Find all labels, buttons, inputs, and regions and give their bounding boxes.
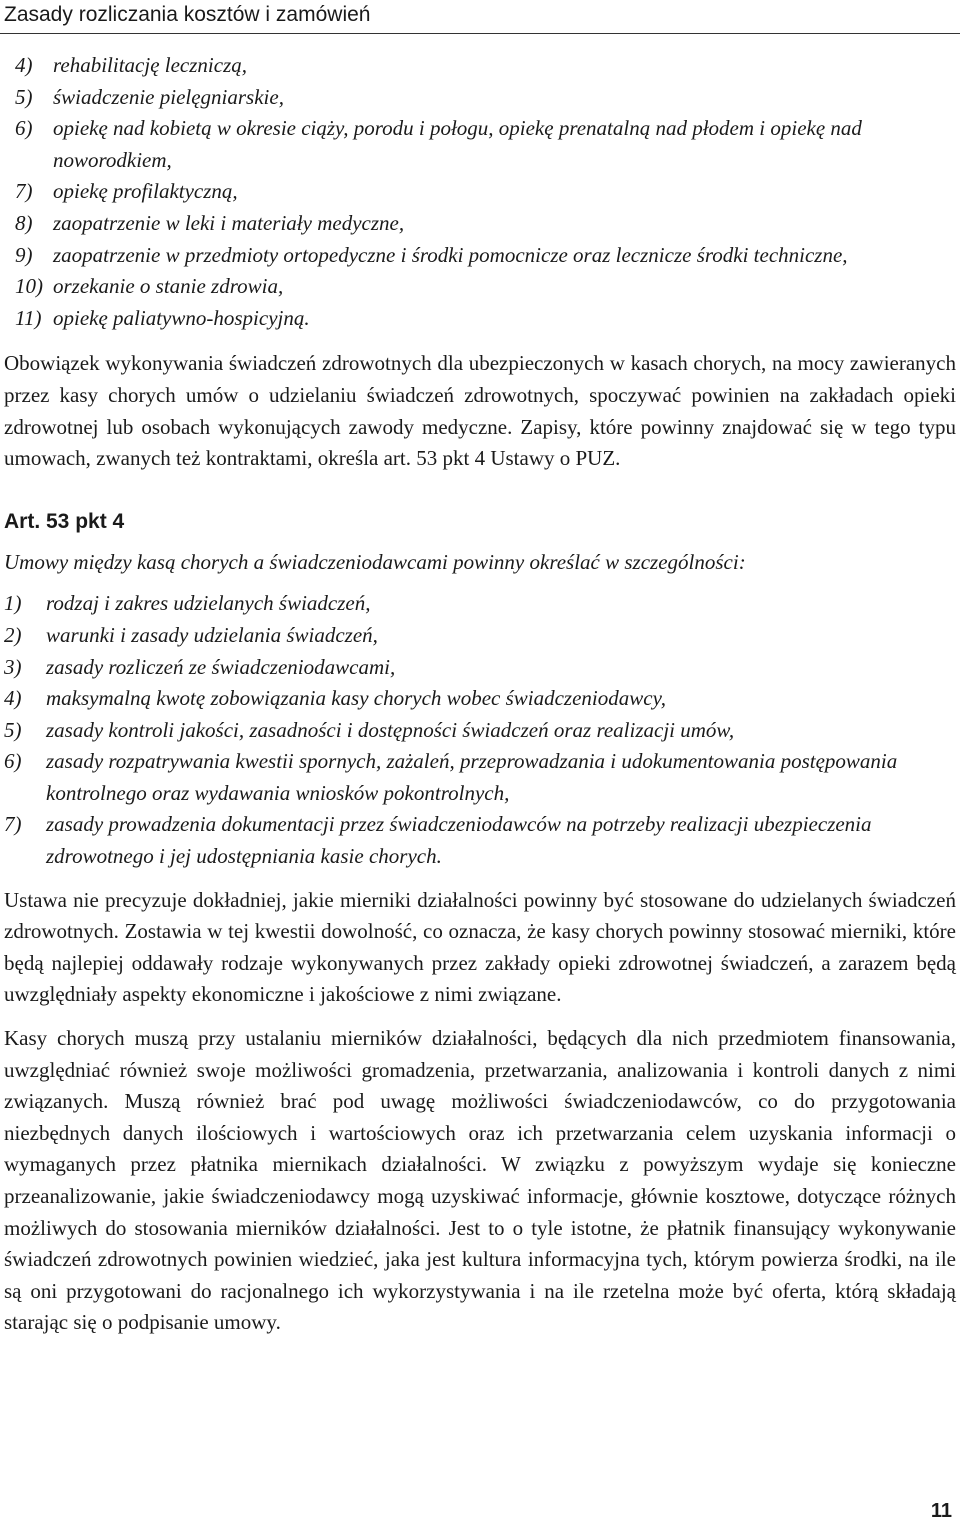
list-item bbox=[15, 303, 956, 335]
list-item bbox=[15, 240, 956, 272]
list-item bbox=[4, 715, 956, 747]
list-item-text: rodzaj i zakres udzielanych świadczeń, bbox=[46, 591, 371, 616]
list-item bbox=[4, 809, 956, 872]
list-item bbox=[15, 113, 956, 176]
list-item-number: 2) bbox=[4, 622, 22, 647]
list-item bbox=[4, 683, 956, 715]
list-item bbox=[4, 746, 956, 809]
list-item-number: 1) bbox=[4, 591, 22, 616]
list-item-text: maksymalną kwotę zobowiązania kasy chorych wobec świadczeniodawcy, bbox=[46, 686, 666, 711]
list-item-number: 3) bbox=[4, 654, 22, 679]
list-item-number: 6) bbox=[15, 116, 33, 141]
page-number: 11 bbox=[930, 1500, 952, 1522]
article-intro: Umowy między kasą chorych a świadczeniodawcami powinny określać w szczególności: bbox=[4, 549, 746, 574]
list-item bbox=[4, 620, 956, 652]
list-item-number: 5) bbox=[15, 84, 33, 109]
list-item bbox=[4, 588, 956, 620]
services-list bbox=[0, 50, 956, 334]
paragraph-measures: Ustawa nie precyzuje dokładniej, jakie mierniki działalności powinny być stosowane do udzielanych świadczeń zdrowotnych. Zostawia w tej kwestii dowolność, co oznacza, że kasy chorych powinny stosować mierniki, które będą najlepiej oddawały rodzaje wykonywanych przez zakłady opieki zdrowotnej świadczeń, a zarazem będą uwzględniały aspekty ekonomiczne i jakościowe z nimi związane. bbox=[4, 887, 956, 1007]
list-item-number: 10) bbox=[15, 274, 43, 299]
list-item-number: 5) bbox=[4, 717, 22, 742]
list-item bbox=[15, 271, 956, 303]
list-item-number: 6) bbox=[4, 749, 22, 774]
list-item-text: opiekę paliatywno-hospicyjną. bbox=[53, 305, 310, 330]
list-item-number: 8) bbox=[15, 210, 33, 235]
list-item bbox=[4, 652, 956, 684]
list-item-number: 11) bbox=[15, 305, 42, 330]
list-item-text: zaopatrzenie w leki i materiały medyczne, bbox=[53, 210, 405, 235]
article-heading: Art. 53 pkt 4 bbox=[4, 509, 125, 533]
article-list bbox=[4, 588, 956, 872]
list-item-number: 9) bbox=[15, 242, 33, 267]
list-item-number: 4) bbox=[4, 686, 22, 711]
list-item-text: opiekę profilaktyczną, bbox=[53, 179, 238, 204]
paragraph-health-funds: Kasy chorych muszą przy ustalaniu mierników działalności, będących dla nich przedmiotem finansowania, uwzględniać również swoje możliwości gromadzenia, przetwarzania, analizowania i kontroli danych z nimi związanych. Muszą również brać pod uwagę możliwości świadczeniodawców, co do przygotowania niezbędnych danych ilościowych i wartościowych oraz ich przetwarzania celem uzyskania informacji o wymaganych przez płatnika miernikach działalności. W związku z powyższym wydaje się konieczne przeanalizowanie, jakie świadczeniodawcy mogą uzyskiwać informacje, głównie kosztowe, dotyczące różnych możliwych do stosowania mierników działalności. Jest to o tyle istotne, że płatnik finansujący wykonywanie świadczeń zdrowotnych powinien wiedzieć, jaka jest kultura informacyjna tych, którym powierza środki, na ile są oni przygotowani do racjonalnego ich wykorzystywania i na ile rzetelna może być oferta, którą składają starając się o podpisanie umowy. bbox=[4, 1026, 956, 1335]
running-header bbox=[0, 0, 960, 34]
list-item-text: zasady rozliczeń ze świadczeniodawcami, bbox=[46, 654, 396, 679]
list-item-text: zasady rozpatrywania kwestii spornych, zażaleń, przeprowadzania i udokumentowania postępowania kontrolnego oraz wydawania wniosków pokontrolnych, bbox=[46, 749, 898, 805]
list-item-text: zaopatrzenie w przedmioty ortopedyczne i środki pomocnicze oraz lecznicze środki techniczne, bbox=[53, 242, 848, 267]
list-item-number: 7) bbox=[15, 179, 33, 204]
list-item-text: rehabilitację leczniczą, bbox=[53, 53, 248, 77]
list-item-text: opiekę nad kobietą w okresie ciąży, porodu i połogu, opiekę prenatalną nad płodem i opiekę nad noworodkiem, bbox=[53, 116, 862, 172]
header-title: Zasady rozliczania kosztów i zamówień bbox=[4, 3, 371, 26]
list-item bbox=[15, 176, 956, 208]
page-content bbox=[0, 50, 956, 1339]
list-item-number: 4) bbox=[15, 53, 33, 77]
list-item-text: świadczenie pielęgniarskie, bbox=[53, 84, 284, 109]
list-item-text: zasady kontroli jakości, zasadności i dostępności świadczeń oraz realizacji umów, bbox=[46, 717, 735, 742]
list-item bbox=[15, 208, 956, 240]
list-item-text: orzekanie o stanie zdrowia, bbox=[53, 274, 284, 299]
list-item-text: zasady prowadzenia dokumentacji przez świadczeniodawców na potrzeby realizacji ubezpieczenia zdrowotnego i jej udostępniania kasie chorych. bbox=[46, 812, 872, 869]
list-item-number: 7) bbox=[4, 812, 22, 837]
list-item bbox=[15, 50, 956, 82]
list-item-text: warunki i zasady udzielania świadczeń, bbox=[46, 622, 378, 647]
list-item bbox=[15, 82, 956, 114]
paragraph-obligation: Obowiązek wykonywania świadczeń zdrowotnych dla ubezpieczonych w kasach chorych, na mocy zawieranych przez kasy chorych umów o udzielaniu świadczeń zdrowotnych, spoczywać powinien na zakładach opieki zdrowotnej lub osobach wykonujących zawody medyczne. Zapisy, które powinny znajdować się w tego typu umowach, zwanych też kontraktami, określa art. 53 pkt 4 Ustawy o PUZ. bbox=[4, 351, 956, 471]
